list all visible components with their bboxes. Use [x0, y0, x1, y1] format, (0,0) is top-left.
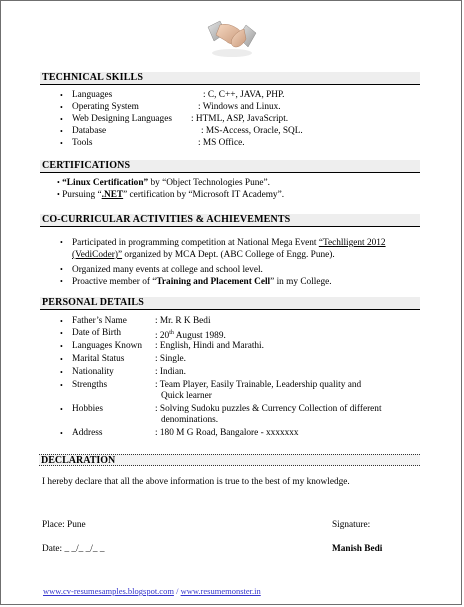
cert-item: • “Linux Certification” by “Object Technologies Pune”.: [57, 178, 270, 188]
section-heading: TECHNICAL SKILLS: [40, 72, 420, 85]
personal-details-section: [40, 297, 420, 310]
declaration-heading: DECLARATION: [39, 454, 420, 466]
personal-details-list: • Father’s Name : Mr. R K Bedi • Date of Birth : 20th August 1989. • Languages Known : English, Hindi and Marathi. • Marital Status : Single. • Nationality : Indian. • Strengths : Team Player, Easily Trainable, Leadership quality and Quick learner • Hobbies : Solving Sudoku puzzles & Currency Collection of different denominations. • Address : 180 M G Road, Bangalore - xxxxxxx: [60, 316, 382, 438]
signatory-name: Manish Bedi: [332, 544, 383, 554]
section-heading: CERTIFICATIONS: [40, 160, 420, 173]
date-label: Date: _ _/_ _/_ _: [42, 544, 105, 554]
resume-page: TECHNICAL SKILLS • Languages : C, C++, JAVA, PHP. • Operating System : Windows and Linux. • Web Designing Languages : HTML, ASP, JavaScript. • Database : MS-Access, Oracle, SQL. • Tools : MS Office. CERTIFICATIONS • “Linux Certification” by “Object Technologies Pune”. • Pursuing “.NET” certification by “Microsoft IT Academy”. CO-CURRICULAR ACTIVITIES & ACHIEVEMENTS • Participated in programming competition at National Mega Event “Techlligent 2012 (VediCoder)” organized by MCA Dept. (ABC College of Engg. Pune). • Organized many events at college and school level. • Proactive member of “Training and Placement Cell” in my College. PERSONAL DETAILS • Father’s Name : Mr. R K Bedi • Date of Birth : 20th August 1989. • Languages Known : English, Hindi and Marathi. • Marital Status : Single. • Nationality : Indian. • Strengths : Team Player, Easily Trainable, Leadership quality and Quick learner • Hobbies : Solving Sudoku puzzles & Currency Collection of different denominations. • Address : 180 M G Road, Bangalore - xxxxxxx DECLARATION I hereby declare that all the above information is true to the best of my knowledge. Place: Pune Signature: Date: _ _/_ _/_ _ Manish Bedi www.cv-resumesamples.blogspot.com / www.resumemonster.in: [0, 0, 462, 605]
footer-link-1[interactable]: www.cv-resumesamples.blogspot.com: [43, 586, 174, 596]
cocurricular-section: [40, 214, 420, 227]
cert-item: • Pursuing “.NET” certification by “Microsoft IT Academy”.: [57, 190, 285, 200]
list-item-continued: (VediCoder)” organized by MCA Dept. (ABC College of Engg. Pune).: [72, 250, 335, 260]
place-label: Place: Pune: [42, 520, 86, 530]
signature-label: Signature:: [332, 520, 371, 530]
section-heading: PERSONAL DETAILS: [40, 297, 420, 310]
section-heading: CO-CURRICULAR ACTIVITIES & ACHIEVEMENTS: [40, 214, 420, 227]
footer-link-2[interactable]: www.resumemonster.in: [180, 586, 261, 596]
declaration-text: I hereby declare that all the above information is true to the best of my knowledge.: [42, 477, 350, 487]
footer-links: www.cv-resumesamples.blogspot.com / www.resumemonster.in: [43, 586, 261, 596]
handshake-icon: [206, 13, 258, 59]
certifications-section: [40, 160, 420, 173]
technical-skills-section: [40, 72, 420, 85]
